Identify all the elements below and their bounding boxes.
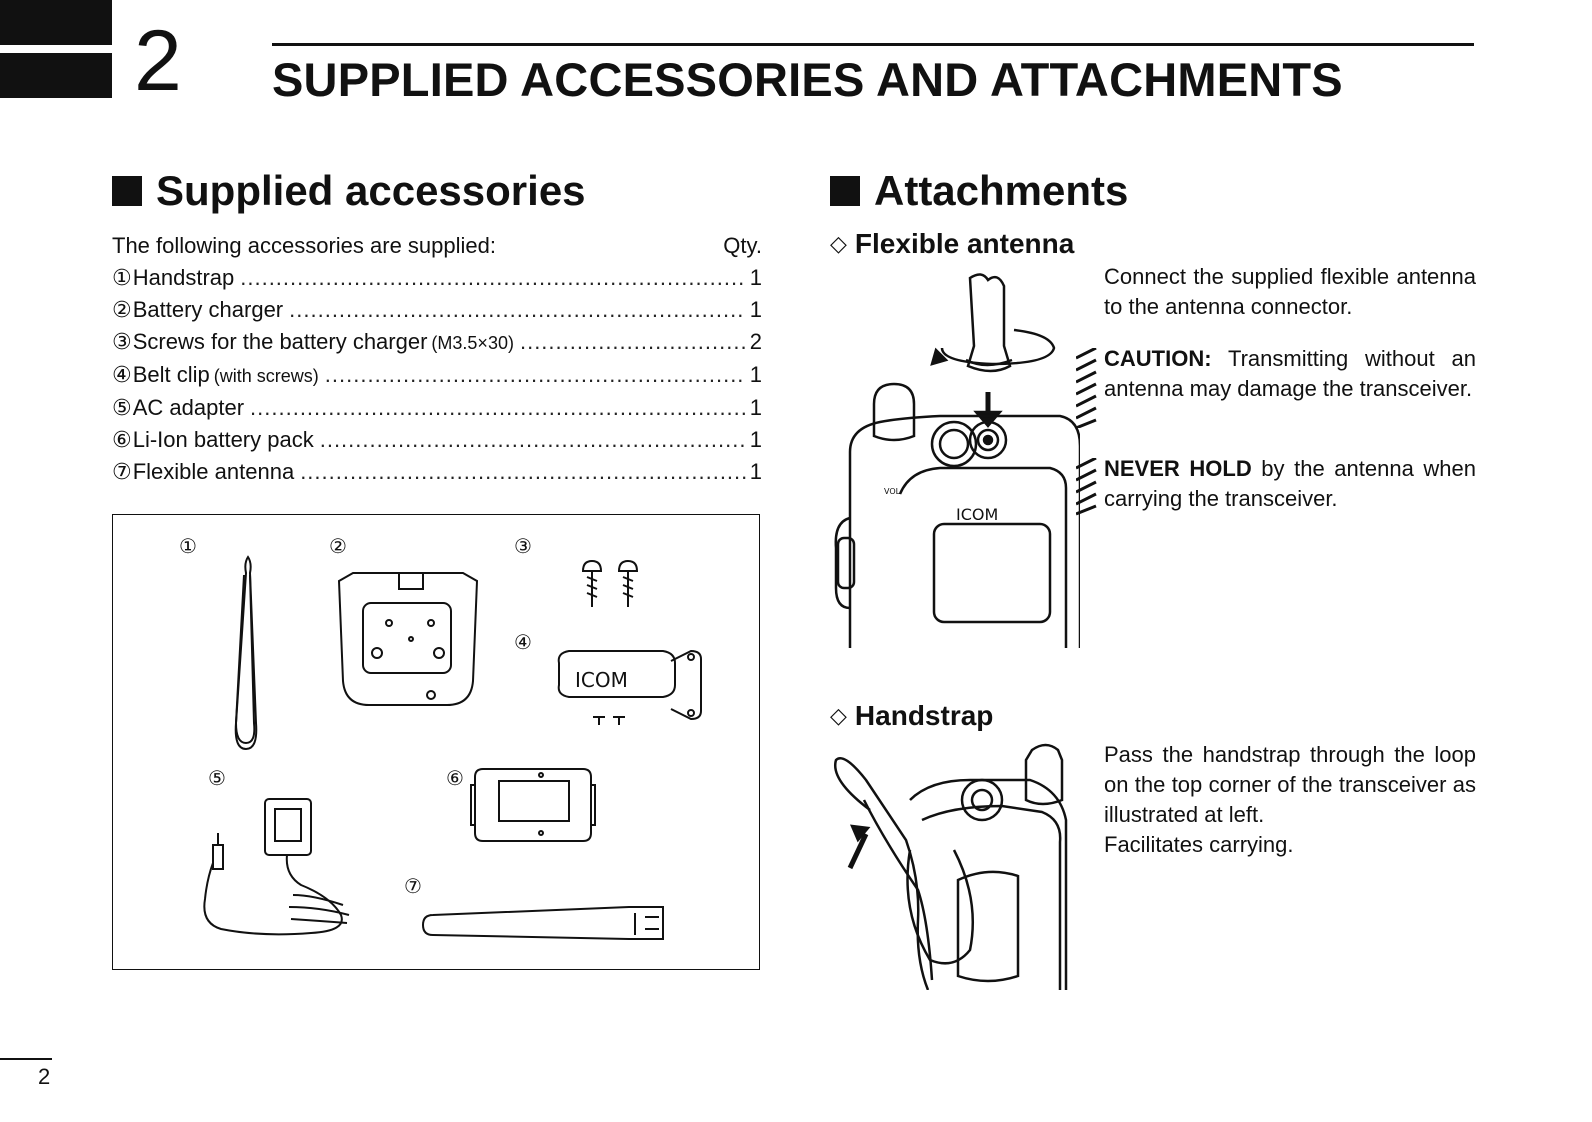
leader-dots — [240, 262, 746, 294]
figure-label-7: ⑦ — [404, 874, 422, 898]
item-qty: 1 — [749, 362, 762, 387]
item-number: ① — [112, 265, 132, 290]
diamond-bullet-icon: ◇ — [830, 231, 847, 256]
section-heading-text: Attachments — [874, 167, 1129, 214]
item-qty: 1 — [749, 297, 762, 322]
vol-knob-label: VOL — [884, 487, 901, 496]
leader-dots — [289, 294, 746, 326]
flexible-antenna-icon — [423, 907, 663, 939]
figure-label-4: ④ — [514, 630, 532, 654]
list-item — [112, 392, 762, 424]
item-name: AC adapter — [132, 395, 245, 420]
item-number: ④ — [112, 362, 132, 387]
clip-logo: ICOM — [575, 668, 628, 692]
section-heading-attachments — [830, 167, 1129, 214]
item-number: ③ — [112, 329, 132, 354]
leader-dots — [300, 456, 746, 488]
diamond-bullet-icon: ◇ — [830, 703, 847, 728]
item-name: Handstrap — [132, 265, 235, 290]
item-note: (with screws) — [213, 366, 319, 386]
leader-dots — [250, 392, 746, 424]
item-name: Flexible antenna — [132, 459, 295, 484]
hatched-warning-icon — [1076, 348, 1098, 428]
figure-label-6: ⑥ — [446, 766, 464, 790]
subheading-text: Handstrap — [854, 700, 994, 731]
chapter-rule — [272, 43, 1474, 46]
square-bullet-icon — [112, 176, 142, 206]
handstrap-text-2: Facilitates carrying. — [1104, 832, 1294, 857]
section-heading-supplied — [112, 167, 586, 214]
accessories-illustration — [113, 515, 759, 969]
list-item — [112, 424, 762, 456]
subheading-text: Flexible antenna — [854, 228, 1075, 259]
leader-dots — [320, 424, 746, 456]
list-item — [112, 456, 762, 488]
figure-label-3: ③ — [514, 534, 532, 558]
figure-label-1: ① — [179, 534, 197, 558]
chapter-tab-bar-top — [0, 0, 112, 45]
ac-adapter-icon — [204, 799, 349, 934]
page-number: 2 — [38, 1064, 51, 1089]
list-intro — [112, 230, 762, 262]
radio-logo: ICOM — [956, 505, 999, 524]
figure-label-2: ② — [329, 534, 347, 558]
never-hold-label: NEVER HOLD — [1104, 456, 1252, 481]
item-name: Battery charger — [132, 297, 284, 322]
item-name: Belt clip — [132, 362, 210, 387]
accessories-figure — [112, 514, 760, 970]
item-qty: 2 — [749, 329, 762, 354]
item-qty: 1 — [749, 459, 762, 484]
never-hold-text: by the antenna when carrying the transceiver. — [1104, 456, 1476, 511]
qty-header: Qty. — [723, 233, 762, 258]
item-number: ② — [112, 297, 132, 322]
chapter-tab-bar-bottom — [0, 53, 112, 98]
chapter-number: 2 — [134, 13, 182, 109]
section-heading-text: Supplied accessories — [156, 167, 586, 214]
hatched-warning-icon — [1076, 458, 1098, 516]
belt-clip-icon — [559, 651, 701, 725]
screws-icon — [583, 561, 637, 607]
list-item — [112, 326, 762, 359]
handstrap-text: Pass the handstrap through the loop on the top corner of the transceiver as illustrated at left. — [1104, 742, 1476, 827]
item-qty: 1 — [749, 395, 762, 420]
handstrap-icon — [236, 557, 257, 749]
list-item — [112, 294, 762, 326]
handstrap-attach-illustration — [830, 740, 1080, 990]
item-number: ⑤ — [112, 395, 132, 420]
footer-rule — [0, 1058, 52, 1060]
list-item — [112, 359, 762, 392]
item-name: Screws for the battery charger — [132, 329, 428, 354]
leader-dots — [520, 326, 746, 358]
chapter-title: SUPPLIED ACCESSORIES AND ATTACHMENTS — [272, 53, 1343, 106]
square-bullet-icon — [830, 176, 860, 206]
antenna-instruction: Connect the supplied flexible antenna to the antenna connector. — [1104, 264, 1476, 319]
figure-label-5: ⑤ — [208, 766, 226, 790]
list-intro-text: The following accessories are supplied: — [112, 233, 496, 258]
caution-text: Transmitting without an antenna may damage the transceiver. — [1104, 346, 1476, 401]
item-number: ⑦ — [112, 459, 132, 484]
item-qty: 1 — [749, 427, 762, 452]
never-hold-note — [1104, 454, 1476, 514]
caution-label: CAUTION: — [1104, 346, 1212, 371]
accessory-list — [112, 230, 762, 488]
handstrap-instruction — [1104, 740, 1476, 860]
antenna-attach-illustration — [830, 268, 1080, 658]
list-item — [112, 262, 762, 294]
item-number: ⑥ — [112, 427, 132, 452]
battery-pack-icon — [471, 769, 595, 841]
caution-note — [1104, 344, 1476, 404]
item-name: Li-Ion battery pack — [132, 427, 314, 452]
item-qty: 1 — [749, 265, 762, 290]
subheading-flexible-antenna — [830, 230, 1074, 258]
subheading-handstrap — [830, 702, 993, 730]
leader-dots — [325, 359, 746, 391]
item-note: (M3.5×30) — [431, 333, 514, 353]
battery-charger-icon — [339, 573, 477, 705]
